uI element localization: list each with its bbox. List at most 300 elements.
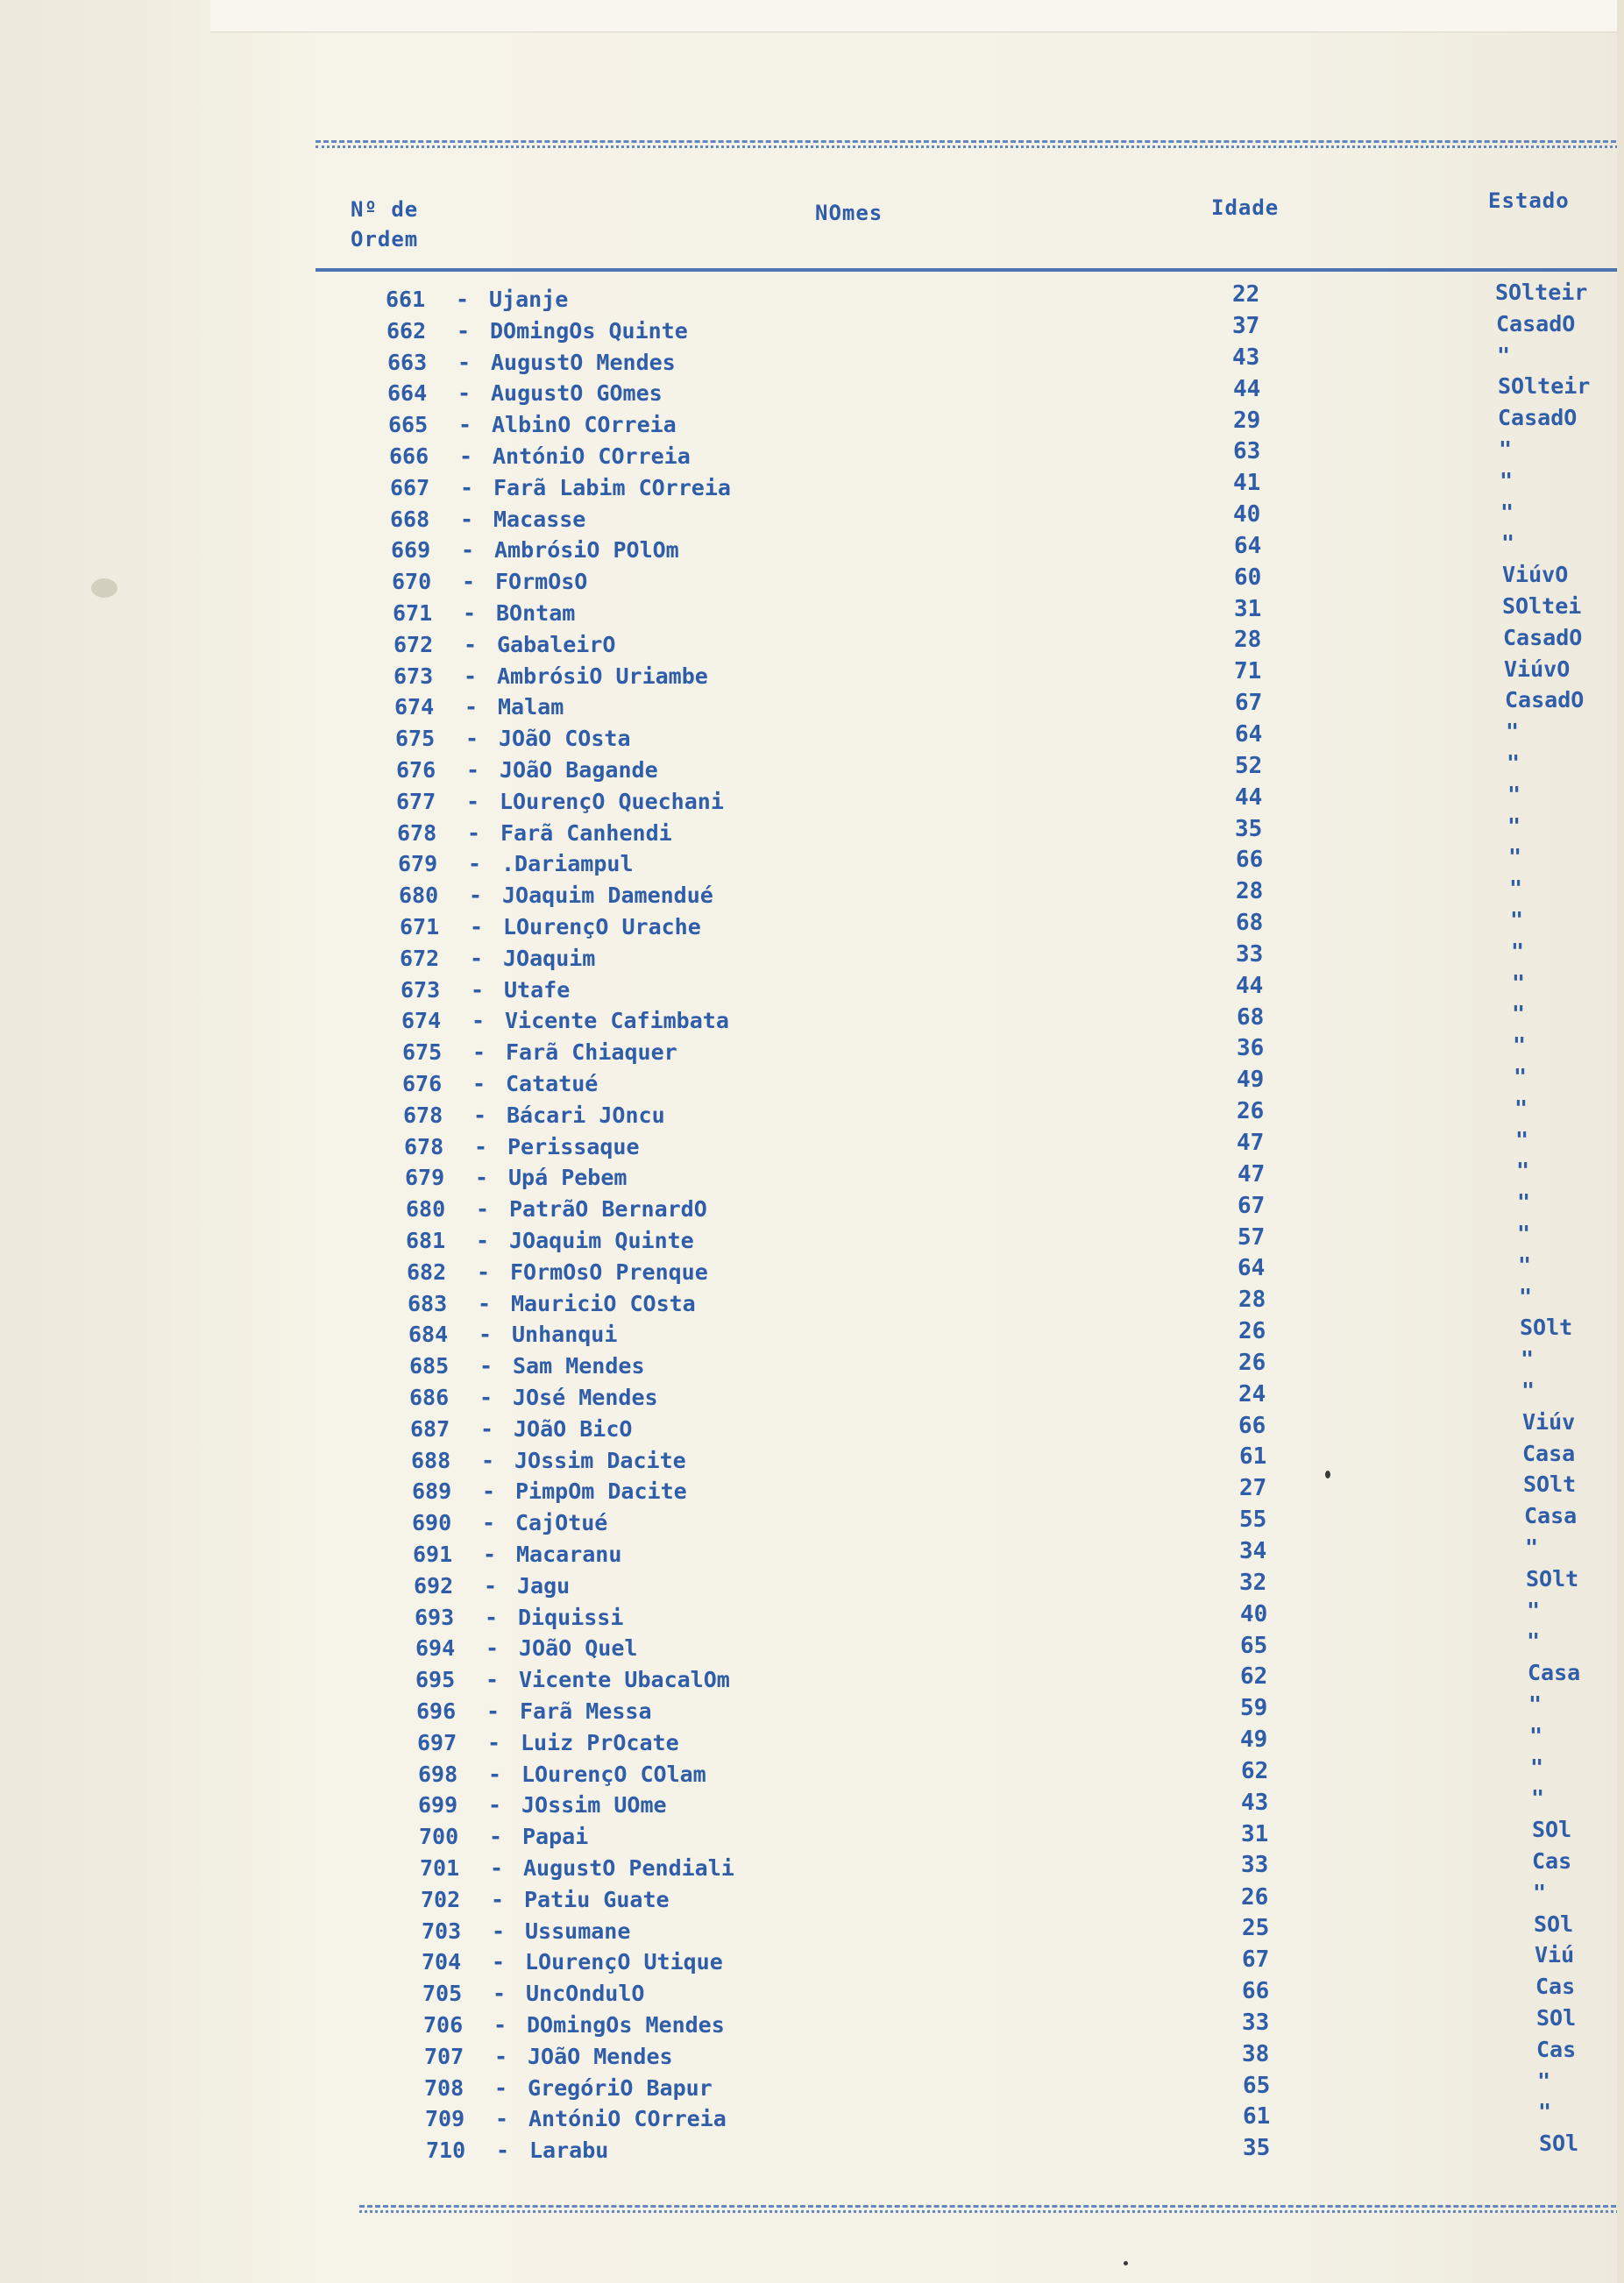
- row-state: ": [1515, 1126, 1529, 1152]
- row-number: 667: [390, 474, 430, 500]
- row-name: AmbrósiO Uriambe: [497, 663, 708, 689]
- register-row: [0, 1408, 1624, 1445]
- row-dash: -: [467, 819, 481, 846]
- register-row: [0, 373, 1624, 409]
- row-state: ": [1507, 812, 1521, 839]
- row-state: SOlt: [1520, 1315, 1573, 1341]
- register-row: [0, 907, 1624, 943]
- row-name: JOaquim: [503, 945, 596, 971]
- row-number: 700: [419, 1824, 459, 1850]
- bottom-dashed-rule-2: [359, 2210, 1624, 2216]
- register-row: [0, 1126, 1624, 1163]
- register-row: [0, 1722, 1624, 1759]
- row-state: Viú: [1535, 1942, 1575, 1968]
- row-name: AntóniO COrreia: [493, 443, 691, 469]
- register-row: [0, 2067, 1624, 2104]
- row-dash: -: [469, 883, 483, 909]
- row-number: 673: [401, 976, 441, 1003]
- row-name: Farã Chiaquer: [506, 1039, 677, 1066]
- register-row: [0, 1911, 1624, 1947]
- row-dash: -: [488, 1792, 502, 1819]
- row-state: Cas: [1536, 2036, 1577, 2062]
- row-dash: -: [476, 1196, 490, 1223]
- row-age: 38: [1242, 2040, 1270, 2067]
- row-age: 40: [1240, 1600, 1268, 1627]
- row-dash: -: [470, 945, 484, 971]
- row-state: CasadO: [1505, 687, 1585, 713]
- row-dash: -: [462, 569, 476, 595]
- paper-speck: [1325, 1471, 1330, 1478]
- row-age: 61: [1239, 1443, 1267, 1471]
- row-dash: -: [490, 1855, 504, 1881]
- row-age: 52: [1235, 752, 1263, 779]
- torn-top-strip: [210, 0, 1624, 32]
- row-dash: -: [472, 1039, 486, 1066]
- row-name: Ujanje: [489, 287, 569, 312]
- row-dash: -: [489, 1824, 503, 1850]
- register-row: [0, 1597, 1624, 1634]
- row-dash: -: [495, 2106, 509, 2132]
- row-number: 708: [424, 2074, 465, 2101]
- row-name: BOntam: [496, 600, 576, 626]
- row-dash: -: [493, 1981, 507, 2007]
- row-dash: -: [465, 726, 479, 752]
- register-row: [0, 1879, 1624, 1916]
- row-state: SOl: [1539, 2131, 1579, 2157]
- row-number: 674: [401, 1008, 442, 1034]
- row-dash: -: [472, 1008, 486, 1034]
- row-state: ": [1500, 499, 1514, 525]
- register-row: [0, 342, 1624, 379]
- row-name: Utafe: [504, 976, 571, 1003]
- row-state: Casa: [1522, 1440, 1576, 1466]
- row-number: 706: [423, 2012, 464, 2038]
- row-name: Upá Pebem: [508, 1165, 628, 1191]
- row-name: PatrãO BernardO: [509, 1196, 707, 1223]
- row-age: 67: [1235, 690, 1263, 716]
- row-number: 681: [406, 1228, 446, 1253]
- row-number: 694: [415, 1635, 456, 1662]
- register-row: [0, 1785, 1624, 1821]
- row-number: 680: [406, 1196, 446, 1223]
- register-row: [0, 2131, 1624, 2166]
- row-dash: -: [492, 1949, 506, 1975]
- row-state: ": [1501, 530, 1515, 557]
- row-age: 32: [1239, 1569, 1267, 1596]
- row-state: ViúvO: [1504, 656, 1571, 682]
- header-nomes: NOmes: [815, 201, 883, 225]
- row-dash: -: [492, 1918, 506, 1944]
- row-age: 43: [1232, 344, 1260, 371]
- row-state: ": [1521, 1346, 1535, 1372]
- row-dash: -: [484, 1572, 498, 1599]
- register-row: [0, 812, 1624, 849]
- row-dash: -: [457, 317, 471, 344]
- row-number: 666: [389, 443, 429, 469]
- row-age: 31: [1241, 1820, 1269, 1847]
- row-state: CasadO: [1498, 405, 1578, 431]
- row-dash: -: [482, 1510, 496, 1536]
- row-name: Perissaque: [507, 1133, 640, 1159]
- row-number: 705: [422, 1981, 463, 2007]
- row-dash: -: [457, 349, 472, 375]
- row-age: 36: [1237, 1035, 1265, 1062]
- row-dash: -: [479, 1385, 493, 1410]
- row-age: 34: [1239, 1538, 1267, 1565]
- row-name: Macasse: [493, 506, 586, 532]
- row-name: AntóniO COrreia: [528, 2106, 727, 2132]
- row-age: 35: [1243, 2135, 1271, 2162]
- register-row: [0, 1848, 1624, 1884]
- row-number: 698: [418, 1761, 458, 1787]
- header-underline: [316, 268, 1624, 275]
- row-dash: -: [457, 380, 472, 407]
- row-state: CasadO: [1503, 624, 1583, 650]
- row-number: 680: [399, 883, 439, 909]
- top-dashed-rule-2: [316, 145, 1624, 152]
- row-number: 688: [411, 1447, 451, 1473]
- row-dash: -: [468, 851, 482, 877]
- row-age: 44: [1233, 375, 1261, 402]
- row-name: JOssim UOme: [521, 1792, 667, 1819]
- register-row: [0, 1565, 1624, 1602]
- row-age: 22: [1232, 281, 1260, 308]
- row-name: Jagu: [517, 1572, 571, 1599]
- row-number: 704: [422, 1949, 462, 1975]
- row-name: DOmingOs Mendes: [527, 2012, 725, 2038]
- row-name: FOrmOsO Prenque: [510, 1258, 708, 1285]
- row-number: 678: [403, 1102, 443, 1128]
- row-state: ": [1538, 2099, 1552, 2125]
- row-name: GregóriO Bapur: [528, 2074, 713, 2101]
- row-dash: -: [458, 412, 472, 438]
- register-row: [0, 436, 1624, 472]
- row-number: 709: [425, 2106, 465, 2132]
- row-state: ": [1530, 1754, 1544, 1780]
- row-state: ": [1499, 436, 1513, 462]
- row-dash: -: [474, 1133, 488, 1159]
- paper-speck: [91, 578, 117, 598]
- row-dash: -: [473, 1102, 487, 1128]
- row-age: 33: [1236, 941, 1264, 968]
- register-row: [0, 876, 1624, 911]
- row-dash: -: [480, 1415, 494, 1442]
- register-row: [0, 562, 1624, 598]
- register-row: [0, 1440, 1624, 1477]
- row-age: 49: [1237, 1067, 1265, 1094]
- row-age: 33: [1241, 1852, 1269, 1879]
- register-row: [0, 1660, 1624, 1696]
- row-dash: -: [481, 1447, 495, 1473]
- row-age: 28: [1238, 1287, 1266, 1314]
- row-name: Larabu: [529, 2138, 609, 2164]
- row-number: 683: [408, 1290, 448, 1316]
- row-dash: -: [488, 1761, 502, 1787]
- row-age: 44: [1236, 972, 1264, 999]
- row-name: Farã Canhendi: [500, 819, 672, 846]
- row-age: 26: [1238, 1318, 1266, 1345]
- row-number: 686: [409, 1385, 450, 1410]
- row-dash: -: [471, 976, 485, 1003]
- row-age: 65: [1240, 1632, 1268, 1659]
- row-state: ": [1511, 938, 1525, 964]
- row-state: ": [1519, 1283, 1533, 1309]
- row-number: 699: [418, 1792, 458, 1819]
- row-age: 67: [1238, 1192, 1266, 1219]
- row-age: 44: [1235, 783, 1263, 811]
- row-name: AugustO Pendiali: [523, 1855, 734, 1881]
- row-name: Vicente UbacalOm: [519, 1667, 730, 1693]
- row-age: 31: [1234, 595, 1262, 622]
- row-dash: -: [475, 1165, 489, 1191]
- row-name: LOurençO COlam: [521, 1761, 706, 1787]
- row-dash: -: [479, 1353, 493, 1379]
- row-age: 66: [1238, 1412, 1266, 1439]
- row-name: Diquissi: [518, 1604, 624, 1630]
- row-dash: -: [493, 2012, 507, 2038]
- row-name: AugustO GOmes: [491, 380, 663, 407]
- register-row: [0, 1032, 1624, 1068]
- row-name: Farã Labim COrreia: [493, 474, 731, 500]
- row-age: 33: [1242, 2009, 1270, 2036]
- register-row: [0, 1064, 1624, 1100]
- row-number: 684: [408, 1322, 449, 1348]
- row-name: Malam: [498, 694, 564, 720]
- row-number: 664: [387, 380, 428, 407]
- row-number: 671: [393, 600, 433, 626]
- row-state: ": [1517, 1189, 1531, 1216]
- row-state: ViúvO: [1502, 562, 1569, 588]
- row-dash: -: [476, 1228, 490, 1253]
- row-state: ": [1507, 750, 1521, 776]
- register-row: [0, 1471, 1624, 1507]
- register-row: [0, 1158, 1624, 1194]
- row-number: 673: [394, 663, 434, 689]
- row-number: 697: [417, 1729, 457, 1755]
- row-state: ": [1516, 1158, 1530, 1184]
- row-name: Catatué: [506, 1071, 599, 1096]
- row-state: ": [1517, 1221, 1531, 1246]
- row-dash: -: [460, 506, 474, 532]
- row-number: 661: [386, 287, 426, 312]
- row-name: MauriciO COsta: [511, 1290, 696, 1316]
- row-name: JOãO BicO: [514, 1415, 633, 1442]
- row-state: Casa: [1528, 1660, 1581, 1686]
- row-state: ": [1533, 1879, 1547, 1905]
- row-age: 55: [1239, 1507, 1267, 1534]
- row-age: 66: [1236, 847, 1264, 874]
- row-dash: -: [486, 1667, 500, 1693]
- row-name: AlbinO COrreia: [492, 412, 677, 438]
- row-number: 669: [391, 537, 431, 564]
- row-name: Patiu Guate: [524, 1886, 670, 1912]
- register-row: [0, 750, 1624, 786]
- register-row: [0, 2036, 1624, 2073]
- row-state: Viúv: [1522, 1408, 1576, 1435]
- row-name: LOurençO Utique: [525, 1949, 723, 1975]
- row-age: 62: [1241, 1758, 1269, 1784]
- row-age: 47: [1238, 1160, 1266, 1188]
- row-dash: -: [459, 443, 473, 469]
- row-age: 71: [1234, 658, 1262, 685]
- row-name: CajOtué: [515, 1510, 608, 1536]
- row-age: 68: [1236, 909, 1264, 936]
- register-row: [0, 1251, 1624, 1288]
- row-dash: -: [482, 1478, 496, 1505]
- row-state: ": [1525, 1535, 1539, 1560]
- row-state: ": [1527, 1628, 1541, 1655]
- row-number: 693: [415, 1604, 455, 1630]
- row-dash: -: [464, 663, 478, 689]
- row-name: JOãO Bagande: [500, 757, 658, 783]
- row-name: Bácari JOncu: [507, 1102, 665, 1128]
- row-age: 67: [1242, 1946, 1270, 1974]
- row-name: PimpOm Dacite: [515, 1478, 687, 1505]
- register-row: [0, 593, 1624, 629]
- row-name: JOãO Quel: [519, 1635, 638, 1662]
- row-age: 27: [1239, 1475, 1267, 1502]
- row-state: ": [1518, 1251, 1532, 1278]
- register-row: [0, 687, 1624, 723]
- register-row: [0, 656, 1624, 692]
- row-name: AugustO Mendes: [491, 349, 676, 375]
- row-name: AmbrósiO POlOm: [494, 537, 679, 564]
- row-name: Luiz PrOcate: [521, 1729, 679, 1755]
- row-age: 29: [1233, 407, 1261, 434]
- row-age: 63: [1233, 438, 1261, 465]
- row-state: SOltei: [1502, 593, 1582, 619]
- row-dash: -: [486, 1698, 500, 1724]
- row-state: SOl: [1536, 2005, 1577, 2031]
- row-number: 689: [412, 1478, 452, 1505]
- row-name: JOssim Dacite: [514, 1447, 686, 1473]
- row-name: JOaquim Quinte: [509, 1228, 694, 1253]
- row-number: 687: [410, 1415, 450, 1442]
- register-row: [0, 1691, 1624, 1727]
- row-age: 64: [1235, 720, 1263, 748]
- row-name: JOãO COsta: [499, 726, 631, 752]
- row-number: 675: [395, 726, 436, 752]
- row-age: 59: [1240, 1695, 1268, 1722]
- row-number: 702: [421, 1886, 461, 1912]
- register-row: [0, 2099, 1624, 2135]
- row-number: 668: [390, 506, 430, 532]
- row-number: 670: [392, 569, 432, 595]
- row-name: FOrmOsO: [495, 569, 588, 595]
- row-state: ": [1529, 1722, 1543, 1748]
- row-name: UncOndulO: [526, 1981, 645, 2007]
- row-state: CasadO: [1496, 310, 1576, 337]
- register-row: [0, 499, 1624, 535]
- register-row: [0, 1283, 1624, 1320]
- row-dash: -: [479, 1322, 493, 1348]
- row-number: 672: [400, 945, 440, 971]
- row-age: 64: [1238, 1255, 1266, 1282]
- row-age: 62: [1240, 1663, 1268, 1691]
- row-state: ": [1510, 907, 1524, 932]
- row-age: 57: [1238, 1223, 1266, 1251]
- row-number: 663: [387, 349, 428, 375]
- row-age: 65: [1243, 2072, 1271, 2099]
- row-number: 674: [394, 694, 435, 720]
- row-name: GabaleirO: [497, 631, 616, 657]
- row-age: 66: [1242, 1977, 1270, 2004]
- register-row: [0, 1346, 1624, 1382]
- page-right-edge: [1617, 0, 1624, 2283]
- paper-speck: [1124, 2261, 1128, 2265]
- row-age: 26: [1238, 1350, 1266, 1376]
- row-number: 679: [405, 1165, 445, 1191]
- row-state: ": [1513, 1032, 1527, 1059]
- row-age: 26: [1241, 1883, 1269, 1911]
- row-name: Macaranu: [516, 1542, 622, 1567]
- row-dash: -: [486, 1635, 500, 1662]
- row-age: 26: [1237, 1098, 1265, 1124]
- row-state: ": [1509, 876, 1523, 902]
- row-age: 47: [1237, 1130, 1265, 1157]
- row-state: ": [1497, 342, 1511, 368]
- row-number: 679: [398, 851, 438, 877]
- register-row: [0, 781, 1624, 818]
- row-name: JOsé Mendes: [513, 1385, 658, 1410]
- row-age: 49: [1240, 1726, 1268, 1754]
- row-dash: -: [487, 1729, 501, 1755]
- row-number: 690: [412, 1510, 452, 1536]
- register-row: [0, 1942, 1624, 1978]
- header-idade: Idade: [1211, 195, 1280, 220]
- register-row: [0, 1628, 1624, 1664]
- row-name: DOmingOs Quinte: [490, 317, 688, 344]
- row-dash: -: [470, 914, 484, 939]
- row-state: ": [1528, 1691, 1542, 1717]
- register-row: [0, 719, 1624, 755]
- row-state: Casa: [1524, 1503, 1578, 1529]
- row-number: 671: [400, 914, 440, 939]
- row-name: Unhanqui: [512, 1322, 618, 1348]
- row-dash: -: [496, 2138, 510, 2164]
- row-state: Cas: [1532, 1848, 1572, 1874]
- row-number: 710: [426, 2138, 466, 2164]
- row-number: 675: [402, 1039, 443, 1066]
- row-state: SOlteir: [1498, 373, 1591, 400]
- row-number: 692: [414, 1572, 454, 1599]
- row-number: 682: [407, 1258, 447, 1285]
- row-name: JOaquim Damendué: [502, 883, 713, 909]
- register-row: [0, 969, 1624, 1006]
- row-number: 676: [396, 757, 436, 783]
- row-dash: -: [477, 1258, 491, 1285]
- register-row: [0, 938, 1624, 975]
- row-dash: -: [485, 1604, 499, 1630]
- row-state: ": [1506, 719, 1520, 745]
- register-row: [0, 310, 1624, 347]
- row-state: SOl: [1532, 1817, 1572, 1843]
- row-state: ": [1500, 467, 1514, 493]
- row-age: 64: [1234, 532, 1262, 559]
- row-name: Sam Mendes: [513, 1353, 645, 1379]
- row-state: Cas: [1535, 1974, 1576, 2000]
- register-row: [0, 467, 1624, 504]
- row-state: ": [1508, 844, 1522, 870]
- row-state: ": [1521, 1378, 1535, 1403]
- register-row: [0, 1001, 1624, 1037]
- row-dash: -: [465, 694, 479, 720]
- register-row: [0, 405, 1624, 441]
- row-age: 28: [1236, 878, 1264, 905]
- row-dash: -: [494, 2074, 508, 2101]
- register-row: [0, 1817, 1624, 1853]
- row-dash: -: [491, 1886, 505, 1912]
